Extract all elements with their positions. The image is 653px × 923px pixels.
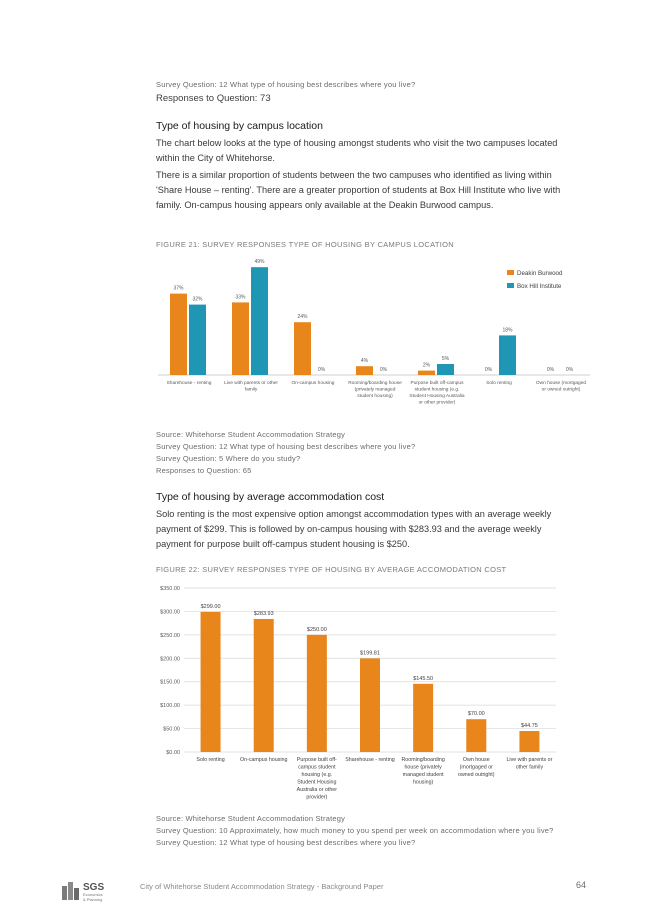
data-label: $70.00 [467,711,485,718]
category-label: Sharehouse - renting [345,757,395,763]
cost-housing-chart [156,580,572,810]
data-label: $250.00 [306,626,327,633]
source2-line-2: Survey Question: 10 Approximately, how much money to you spend per week on accommodation where you live? [156,826,554,835]
bar-deakin [294,322,311,375]
section-heading-cost: Type of housing by average accommodation cost [156,491,385,503]
data-label: 49% [254,259,265,266]
category-label: Solo renting [486,381,512,386]
footer-title: City of Whitehorse Student Accommodation Strategy - Background Paper [140,882,384,891]
data-label: 37% [173,285,184,292]
source2-line-1: Source: Whitehorse Student Accommodation Strategy [156,814,346,823]
source-line-1: Source: Whitehorse Student Accommodation Strategy [156,430,346,439]
logo-sub-1: Economics [83,892,103,897]
data-label: 0% [546,367,555,373]
y-tick-label: $350.00 [160,586,180,592]
data-label: $283.93 [253,610,274,617]
y-tick-label: $50.00 [163,726,180,733]
category-label: Sharehouse - renting [166,381,212,386]
data-label: 24% [297,314,308,321]
data-label: $145.50 [413,675,434,682]
sgs-logo [62,878,122,909]
data-label: 0% [565,367,574,373]
bar-cost [466,719,486,752]
y-tick-label: $250.00 [160,632,180,639]
bar-deakin [418,371,435,375]
source-line-4: Responses to Question: 65 [156,466,252,475]
source-line-2: Survey Question: 12 What type of housing best describes where you live? [156,442,416,451]
paragraph-campus-findings: There is a similar proportion of students between the two campuses who identified as living within 'Share House – renting'. There are a greater proportion of students at Box Hill Institute who live with family. On-campus housing appears only available at the Deakin Burwood campus. [156,170,561,210]
category-label: Live with parents or other family [224,381,278,393]
bar-deakin [232,302,249,375]
data-label: 2% [422,362,431,369]
source-line-3: Survey Question: 5 Where do you study? [156,454,301,463]
data-label: 33% [235,294,246,301]
data-label: $199.81 [360,650,380,657]
paragraph-cost: Solo renting is the most expensive option amongst accommodation types with an average weekly payment of $299. This is followed by on-campus housing with $283.93 and the average weekly payment for purpose built off-campus student housing is $250. [156,509,552,549]
category-label: Purpose built off-campus student housing (e.g. Student Housing Australia or other provider) [296,757,338,801]
bar-cost [307,635,327,752]
bar-cost [413,684,433,752]
legend-label: Box Hill Institute [517,283,562,290]
campus-housing-chart [150,250,590,430]
category-label: Rooming/boarding house (privately managed student housing) [348,381,402,399]
category-label: Purpose built off-campus student housing (e.g. Student Housing Australia or other provider) [409,381,465,406]
responses-count: Responses to Question: 73 [156,93,271,104]
data-label: 0% [379,367,388,373]
y-tick-label: $100.00 [160,703,180,710]
logo-sub-2: & Planning [83,897,103,902]
survey-question-note: Survey Question: 12 What type of housing best describes where you live? [156,80,416,89]
section-heading-campus: Type of housing by campus location [156,120,323,132]
bar-cost [254,619,274,752]
data-label: $299.00 [200,603,221,610]
data-label: 0% [317,367,326,373]
bar-deakin [170,294,187,375]
category-label: Rooming/boarding house (privately managed student housing) [401,757,445,786]
y-tick-label: $300.00 [160,609,180,616]
source2-line-3: Survey Question: 12 What type of housing best describes where you live? [156,838,416,847]
data-label: 4% [360,358,369,365]
paragraph-campus-intro: The chart below looks at the type of housing amongst students who visit the two campuses located within the City of Whitehorse. [156,138,558,163]
y-tick-label: $200.00 [160,656,180,663]
figure-22-caption: FIGURE 22: SURVEY RESPONSES TYPE OF HOUSING BY AVERAGE ACCOMODATION COST [156,565,507,574]
bar-deakin [356,366,373,375]
data-label: 32% [192,296,203,303]
category-label: Live with parents or other family [506,757,553,771]
page-number: 64 [576,880,587,890]
category-label: Solo renting [196,757,225,763]
legend-label: Deakin Burwood [517,270,563,277]
bar-cost [360,658,380,752]
data-label: 18% [502,327,513,334]
figure-21-caption: FIGURE 21: SURVEY RESPONSES TYPE OF HOUSING BY CAMPUS LOCATION [156,240,454,249]
data-label: 5% [441,356,450,362]
y-tick-label: $0.00 [166,750,180,756]
category-label: On-campus housing [240,757,288,763]
legend-swatch [507,270,514,275]
category-label: On-campus housing [291,381,335,386]
logo-text: SGS [83,882,105,893]
bar-boxhill [499,335,516,375]
category-label: Own house (mortgaged or owned outright) [535,381,587,393]
data-label: $44.75 [521,723,538,730]
data-label: 0% [484,367,493,373]
bar-cost [201,612,221,752]
bar-boxhill [189,305,206,375]
legend-swatch [507,283,514,288]
y-tick-label: $150.00 [160,679,180,686]
bar-boxhill [437,364,454,375]
bar-boxhill [251,267,268,375]
category-label: Own house (mortgaged or owned outright) [458,757,495,778]
bar-cost [519,731,539,752]
